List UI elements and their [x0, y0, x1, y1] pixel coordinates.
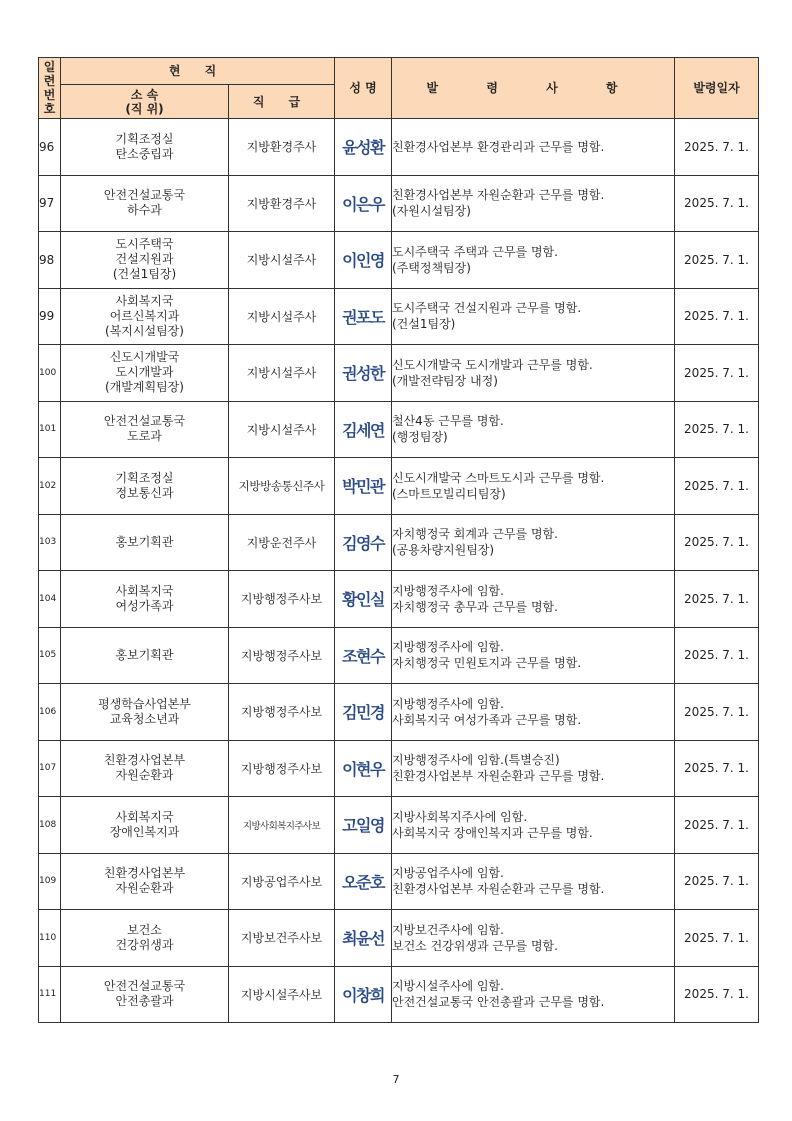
order-cell: 신도시개발국 도시개발과 근무를 명함. (개발전략팀장 내정): [392, 345, 675, 402]
affiliation-cell: 보건소 건강위생과: [61, 910, 229, 967]
table-row: [39, 571, 759, 628]
date-cell: 2025. 7. 1.: [675, 684, 759, 741]
affiliation-cell: 안전건설교통국 하수과: [61, 175, 229, 232]
name-cell: 이은우: [335, 175, 392, 232]
current-position-header: 현 직: [61, 58, 335, 85]
table-row: [39, 740, 759, 797]
order-cell: 도시주택국 건설지원과 근무를 명함. (건설1팀장): [392, 288, 675, 345]
date-cell: 2025. 7. 1.: [675, 345, 759, 402]
serial-number: 109: [39, 853, 61, 910]
rank-cell: 지방행정주사보: [229, 740, 335, 797]
date-cell: 2025. 7. 1.: [675, 119, 759, 176]
rank-cell: 지방시설주사: [229, 345, 335, 402]
name-cell: 이현우: [335, 740, 392, 797]
serial-number: 96: [39, 119, 61, 176]
serial-number: 101: [39, 401, 61, 458]
affiliation-cell: 사회복지국 장애인복지과: [61, 797, 229, 854]
order-cell: 지방행정주사에 임함. 자치행정국 총무과 근무를 명함.: [392, 571, 675, 628]
order-cell: 지방보건주사에 임함. 보건소 건강위생과 근무를 명함.: [392, 910, 675, 967]
serial-number: 106: [39, 684, 61, 741]
table-row: [39, 684, 759, 741]
name-cell: 김세연: [335, 401, 392, 458]
table-row: [39, 966, 759, 1023]
date-cell: 2025. 7. 1.: [675, 627, 759, 684]
table-row: [39, 458, 759, 515]
name-cell: 윤성환: [335, 119, 392, 176]
name-cell: 권성한: [335, 345, 392, 402]
affiliation-cell: 신도시개발국 도시개발과 (개발계획팀장): [61, 345, 229, 402]
rank-cell: 지방환경주사: [229, 119, 335, 176]
affiliation-header: 소 속 (직 위): [61, 85, 229, 119]
table-row: [39, 401, 759, 458]
date-cell: 2025. 7. 1.: [675, 966, 759, 1023]
affiliation-cell: 홍보기획관: [61, 627, 229, 684]
rank-cell: 지방시설주사: [229, 288, 335, 345]
order-cell: 자치행정국 회계과 근무를 명함. (공용차량지원팀장): [392, 514, 675, 571]
order-cell: 신도시개발국 스마트도시과 근무를 명함. (스마트모빌리티팀장): [392, 458, 675, 515]
rank-cell: 지방행정주사보: [229, 627, 335, 684]
order-cell: 지방행정주사에 임함.(특별승진) 친환경사업본부 자원순환과 근무를 명함.: [392, 740, 675, 797]
serial-number: 110: [39, 910, 61, 967]
order-cell: 도시주택국 주택과 근무를 명함. (주택정책팀장): [392, 232, 675, 289]
rank-cell: 지방시설주사: [229, 401, 335, 458]
affiliation-cell: 안전건설교통국 도로과: [61, 401, 229, 458]
table-row: [39, 514, 759, 571]
date-cell: 2025. 7. 1.: [675, 740, 759, 797]
page-number: 7: [392, 1073, 400, 1086]
affiliation-cell: 사회복지국 여성가족과: [61, 571, 229, 628]
order-cell: 지방사회복지주사에 임함. 사회복지국 장애인복지과 근무를 명함.: [392, 797, 675, 854]
date-cell: 2025. 7. 1.: [675, 175, 759, 232]
order-cell: 철산4동 근무를 명함. (행정팀장): [392, 401, 675, 458]
name-cell: 이창희: [335, 966, 392, 1023]
name-cell: 이인영: [335, 232, 392, 289]
rank-cell: 지방행정주사보: [229, 571, 335, 628]
serial-number: 105: [39, 627, 61, 684]
serial-number: 98: [39, 232, 61, 289]
table-row: [39, 175, 759, 232]
name-cell: 박민관: [335, 458, 392, 515]
serial-number: 107: [39, 740, 61, 797]
affiliation-cell: 홍보기획관: [61, 514, 229, 571]
date-cell: 2025. 7. 1.: [675, 458, 759, 515]
table-row: [39, 119, 759, 176]
affiliation-cell: 도시주택국 건설지원과 (건설1팀장): [61, 232, 229, 289]
date-cell: 2025. 7. 1.: [675, 401, 759, 458]
affiliation-cell: 사회복지국 어르신복지과 (복지시설팀장): [61, 288, 229, 345]
date-cell: 2025. 7. 1.: [675, 514, 759, 571]
order-cell: 지방공업주사에 임함. 친환경사업본부 자원순환과 근무를 명함.: [392, 853, 675, 910]
name-header: 성 명: [335, 58, 392, 119]
affiliation-cell: 기획조정실 정보통신과: [61, 458, 229, 515]
serial-number: 108: [39, 797, 61, 854]
order-cell: 친환경사업본부 자원순환과 근무를 명함. (자원시설팀장): [392, 175, 675, 232]
table-row: [39, 797, 759, 854]
serial-number: 103: [39, 514, 61, 571]
rank-cell: 지방환경주사: [229, 175, 335, 232]
date-cell: 2025. 7. 1.: [675, 232, 759, 289]
name-cell: 김민경: [335, 684, 392, 741]
table-row: [39, 345, 759, 402]
serial-number: 104: [39, 571, 61, 628]
name-cell: 오준호: [335, 853, 392, 910]
rank-cell: 지방방송통신주사: [229, 458, 335, 515]
table-row: [39, 627, 759, 684]
order-header: 발 령 사 항: [392, 58, 675, 119]
date-cell: 2025. 7. 1.: [675, 797, 759, 854]
affiliation-cell: 기획조정실 탄소중립과: [61, 119, 229, 176]
serial-number: 99: [39, 288, 61, 345]
date-cell: 2025. 7. 1.: [675, 910, 759, 967]
date-cell: 2025. 7. 1.: [675, 288, 759, 345]
rank-cell: 지방시설주사: [229, 232, 335, 289]
rank-cell: 지방공업주사보: [229, 853, 335, 910]
affiliation-cell: 안전건설교통국 안전총괄과: [61, 966, 229, 1023]
order-cell: 지방행정주사에 임함. 사회복지국 여성가족과 근무를 명함.: [392, 684, 675, 741]
order-cell: 지방시설주사에 임함. 안전건설교통국 안전총괄과 근무를 명함.: [392, 966, 675, 1023]
order-cell: 지방행정주사에 임함. 자치행정국 민원토지과 근무를 명함.: [392, 627, 675, 684]
rank-cell: 지방사회복지주사보: [229, 797, 335, 854]
affiliation-cell: 평생학습사업본부 교육청소년과: [61, 684, 229, 741]
personnel-order-table: [38, 57, 759, 1023]
table-row: [39, 232, 759, 289]
affiliation-cell: 친환경사업본부 자원순환과: [61, 740, 229, 797]
table-row: [39, 910, 759, 967]
date-cell: 2025. 7. 1.: [675, 571, 759, 628]
serial-number: 100: [39, 345, 61, 402]
date-cell: 2025. 7. 1.: [675, 853, 759, 910]
name-cell: 권포도: [335, 288, 392, 345]
affiliation-cell: 친환경사업본부 자원순환과: [61, 853, 229, 910]
rank-cell: 지방시설주사보: [229, 966, 335, 1023]
serial-number: 97: [39, 175, 61, 232]
rank-cell: 지방보건주사보: [229, 910, 335, 967]
rank-cell: 지방운전주사: [229, 514, 335, 571]
rank-header: 직 급: [229, 85, 335, 119]
order-cell: 친환경사업본부 환경관리과 근무를 명함.: [392, 119, 675, 176]
table-row: [39, 288, 759, 345]
serial-number: 102: [39, 458, 61, 515]
name-cell: 조현수: [335, 627, 392, 684]
date-header: 발령일자: [675, 58, 759, 119]
rank-cell: 지방행정주사보: [229, 684, 335, 741]
serial-number-header: 일 련 번 호: [39, 58, 61, 119]
table-row: [39, 853, 759, 910]
serial-number: 111: [39, 966, 61, 1023]
name-cell: 고일영: [335, 797, 392, 854]
name-cell: 황인실: [335, 571, 392, 628]
name-cell: 김영수: [335, 514, 392, 571]
name-cell: 최윤선: [335, 910, 392, 967]
